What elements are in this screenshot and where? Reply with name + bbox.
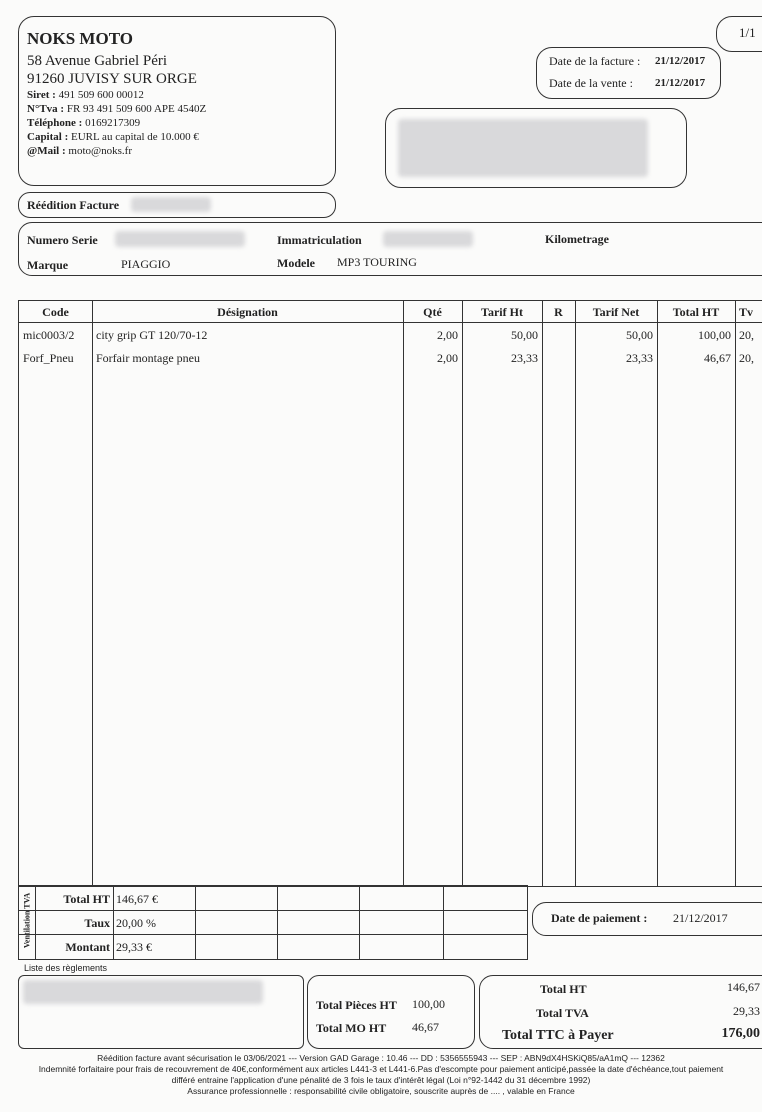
total-tva-label: Total TVA — [536, 1006, 589, 1020]
company-name: NOKS MOTO — [27, 29, 133, 48]
company-tva: N°Tva : FR 93 491 509 600 APE 4540Z — [27, 103, 207, 115]
parts-total: 100,00 — [412, 997, 445, 1011]
row-qty: 2,00 — [437, 328, 458, 342]
total-tva: 29,33 — [733, 1004, 760, 1018]
grand-totals-box — [479, 975, 762, 1049]
company-address-line1: 58 Avenue Gabriel Péri — [27, 53, 168, 69]
model-label: Modele — [277, 256, 315, 270]
row-designation: city grip GT 120/70-12 — [96, 328, 208, 342]
vat-side-label-box — [19, 886, 36, 959]
row-tva: 20, — [739, 328, 754, 342]
payment-date: 21/12/2017 — [673, 911, 728, 925]
redacted-registration — [383, 231, 473, 247]
payment-date-label: Date de paiement : — [551, 911, 648, 925]
row-code: Forf_Pneu — [23, 351, 74, 365]
header-tva: Tv — [739, 305, 754, 319]
row-price: 50,00 — [511, 328, 538, 342]
company-info-box — [18, 16, 336, 186]
row-code: mic0003/2 — [23, 328, 75, 342]
mileage-label: Kilometrage — [545, 232, 609, 246]
serial-label: Numero Serie — [27, 233, 98, 247]
redacted-reglements — [23, 980, 263, 1004]
vat-total-ht: 146,67 € — [116, 892, 158, 906]
totals-parts-labour-box — [307, 975, 475, 1049]
page-number: 1/1 — [739, 25, 756, 40]
row-qty: 2,00 — [437, 351, 458, 365]
reglements-label: Liste des règlements — [24, 963, 108, 973]
brand-value: PIAGGIO — [121, 257, 171, 271]
header-total: Total HT — [672, 305, 720, 319]
sale-date: 21/12/2017 — [655, 77, 706, 89]
vat-rate-label: Taux — [84, 916, 110, 930]
registration-label: Immatriculation — [277, 233, 362, 247]
legal-footer — [0, 1053, 762, 1097]
redacted-serial — [115, 231, 245, 247]
company-capital: Capital : EURL au capital de 10.000 € — [27, 131, 199, 143]
footer-line: Indemnité forfaitaire pour frais de recouvrement de 40€,conformément aux articles L441-3 et L441-6.Pas d'escompte pour paiement anticipé,passée la date d'échéance,tout paiement — [38, 1064, 724, 1074]
row-designation: Forfair montage pneu — [96, 351, 200, 365]
vat-side-label: Ventilation TVA — [22, 892, 32, 949]
labour-total: 46,67 — [412, 1020, 439, 1034]
company-siret: Siret : 491 509 600 00012 — [27, 89, 144, 101]
vat-amount-label: Montant — [65, 940, 110, 954]
header-qty: Qté — [423, 305, 442, 319]
total-ht-label: Total HT — [540, 982, 587, 996]
header-designation: Désignation — [217, 305, 278, 319]
footer-line: Réédition facture avant sécurisation le 03/06/2021 --- Version GAD Garage : 10.46 --- DD : 5356555943 --- SEP : ABN9dX4HSKiQ85/aA1mQ --- 12362 — [97, 1053, 665, 1063]
header-code: Code — [42, 305, 69, 319]
vat-rate: 20,00 % — [116, 916, 156, 930]
row-price: 23,33 — [511, 351, 538, 365]
row-total: 46,67 — [704, 351, 731, 365]
sale-date-row: Date de la vente : 21/12/2017 — [549, 76, 706, 90]
total-ttc-label: Total TTC à Payer — [502, 1028, 614, 1043]
client-address-box — [385, 108, 687, 188]
vehicle-info-box — [18, 222, 762, 276]
invoice-date: 21/12/2017 — [655, 55, 706, 67]
header-r: R — [554, 305, 563, 319]
reglements-box — [18, 975, 304, 1049]
company-phone: Téléphone : 0169217309 — [27, 117, 141, 129]
redacted-invoice-number — [131, 197, 211, 212]
brand-label: Marque — [27, 258, 69, 272]
footer-line: Assurance professionnelle : responsabilité civile obligatoire, souscrite auprès de .... , valable en France — [187, 1086, 575, 1096]
dates-box — [536, 47, 721, 99]
company-address-line2: 91260 JUVISY SUR ORGE — [27, 71, 197, 87]
header-net: Tarif Net — [592, 305, 640, 319]
vat-amount: 29,33 € — [116, 940, 152, 954]
model-value: MP3 TOURING — [337, 255, 417, 269]
labour-total-label: Total MO HT — [316, 1021, 387, 1035]
invoice-date-row: Date de la facture : 21/12/2017 — [549, 54, 706, 68]
parts-total-label: Total Pièces HT — [316, 998, 397, 1012]
row-tva: 20, — [739, 351, 754, 365]
vat-total-ht-label: Total HT — [63, 892, 110, 906]
payment-date-box — [532, 902, 762, 936]
row-net: 50,00 — [626, 328, 653, 342]
invoice-lines-table — [18, 300, 762, 887]
company-mail: @Mail : moto@noks.fr — [27, 145, 132, 157]
total-ht: 146,67 — [727, 980, 760, 994]
reedition-box — [18, 192, 336, 218]
header-price: Tarif Ht — [481, 305, 523, 319]
total-ttc: 176,00 — [721, 1026, 760, 1041]
row-total: 100,00 — [698, 328, 731, 342]
vat-breakdown-table — [18, 885, 528, 960]
reedition-label: Réédition Facture — [27, 198, 120, 212]
header-divider — [19, 322, 762, 323]
page-number-box — [716, 16, 762, 52]
redacted-client — [398, 119, 648, 177]
row-net: 23,33 — [626, 351, 653, 365]
footer-line: différé entraine l'application d'une pénalité de 3 fois le taux d'intérêt légal (Loi n°92-1442 du 31 décembre 1992) — [171, 1075, 591, 1085]
